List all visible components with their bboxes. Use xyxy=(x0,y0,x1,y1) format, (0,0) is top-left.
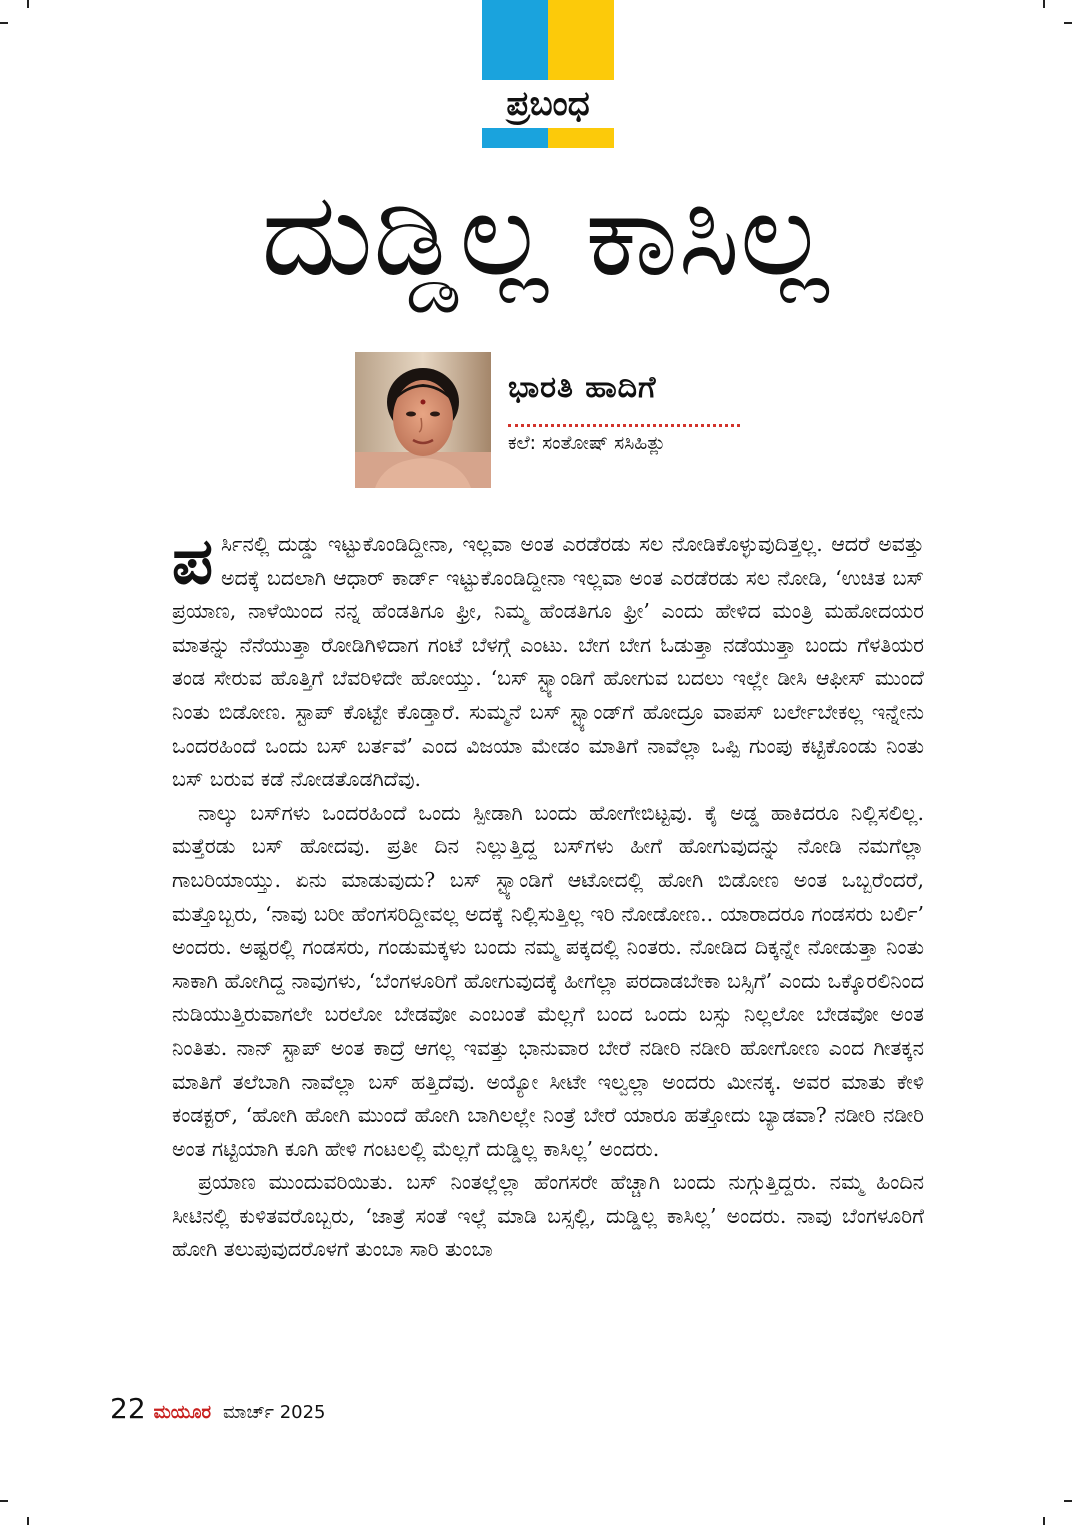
article-paragraph-3: ಪ್ರಯಾಣ ಮುಂದುವರಿಯಿತು. ಬಸ್ ನಿಂತಲ್ಲೆಲ್ಲಾ ಹೆಂಗಸರೇ ಹೆಚ್ಚಾಗಿ ಬಂದು ನುಗ್ಗುತ್ತಿದ್ದರು. ನಮ್ಮ ಹಿಂದಿನ ಸೀಟಿನಲ್ಲಿ ಕುಳಿತವರೊಬ್ಬರು, ‘ಜಾತ್ರೆ ಸಂತೆ ಇಲ್ಲೆ ಮಾಡಿ ಬಸ್ಸಲ್ಲಿ, ದುಡ್ಡಿಲ್ಲ ಕಾಸಿಲ್ಲ’ ಅಂದರು. ನಾವು ಬೆಂಗಳೂರಿಗೆ ಹೋಗಿ ತಲುಪುವುದರೊಳಗೆ ತುಂಬಾ ಸಾರಿ ತುಂಬಾ xyxy=(172,1170,924,1262)
crop-mark-top-left-v xyxy=(27,0,29,8)
paragraph-1-text: ರ್ಸಿನಲ್ಲಿ ದುಡ್ಡು ಇಟ್ಟುಕೊಂಡಿದ್ದೀನಾ, ಇಲ್ಲವಾ ಅಂತ ಎರಡೆರಡು ಸಲ ನೋಡಿಕೊಳ್ಳುವುದಿತ್ತಲ್ಲ. ಆದರೆ ಅವತ್ತು ಅದಕ್ಕೆ ಬದಲಾಗಿ ಆಧಾರ್ ಕಾರ್ಡ್ ಇಟ್ಟುಕೊಂಡಿದ್ದೀನಾ ಇಲ್ಲವಾ ಅಂತ ಎರಡೆರಡು ಸಲ ನೋಡಿ, ‘ಉಚಿತ ಬಸ್ ಪ್ರಯಾಣ, ನಾಳೆಯಿಂದ ನನ್ನ ಹೆಂಡತಿಗೂ ಫ್ರೀ, ನಿಮ್ಮ ಹೆಂಡತಿಗೂ ಫ್ರೀ’ ಎಂದು ಹೇಳಿದ ಮಂತ್ರಿ ಮಹೋದಯರ ಮಾತನ್ನು ನೆನೆಯುತ್ತಾ ರೋಡಿಗಿಳಿದಾಗ ಗಂಟೆ ಬೆಳಗ್ಗೆ ಎಂಟು. ಬೇಗ ಬೇಗ ಓಡುತ್ತಾ ನಡೆಯುತ್ತಾ ಬಂದು ಗೆಳತಿಯರ ತಂಡ ಸೇರುವ ಹೊತ್ತಿಗೆ ಬೆವರಿಳಿದೇ ಹೋಯ್ತು. ‘ಬಸ್ ಸ್ಟ್ಯಾಂಡಿಗೆ ಹೋಗುವ ಬದಲು ಇಲ್ಲೇ ಡೀಸಿ ಆಫೀಸ್ ಮುಂದೆ ನಿಂತು ಬಿಡೋಣ. ಸ್ಟಾಪ್ ಕೊಟ್ಟೇ ಕೊಡ್ತಾರೆ. ಸುಮ್ಮನೆ ಬಸ್ ಸ್ಟ್ಯಾಂಡ್‌ಗೆ ಹೋದ್ರೂ ವಾಪಸ್ ಬರ್ಲೇಬೇಕಲ್ಲ ಇನ್ನೇನು ಒಂದರಹಿಂದೆ ಒಂದು ಬಸ್ ಬರ್ತವೆ’ ಎಂದ ವಿಜಯಾ ಮೇಡಂ ಮಾತಿಗೆ ನಾವೆಲ್ಲಾ ಒಪ್ಪಿ ಗುಂಪು ಕಟ್ಟಿಕೊಂಡು ನಿಂತು ಬಸ್ ಬರುವ ಕಡೆ ನೋಡತೊಡಗಿದೆವು. xyxy=(172,532,924,792)
crop-mark-bottom-right xyxy=(1064,1500,1072,1502)
author-portrait-icon xyxy=(355,352,491,488)
article-paragraph-2: ನಾಲ್ಕು ಬಸ್‌ಗಳು ಒಂದರಹಿಂದೆ ಒಂದು ಸ್ಪೀಡಾಗಿ ಬಂದು ಹೋಗೇಬಿಟ್ಟವು. ಕೈ ಅಡ್ಡ ಹಾಕಿದರೂ ನಿಲ್ಲಿಸಲಿಲ್ಲ. ಮತ್ತೆರಡು ಬಸ್ ಹೋದವು. ಪ್ರತೀ ದಿನ ನಿಲ್ಲುತ್ತಿದ್ದ ಬಸ್‌ಗಳು ಹೀಗೆ ಹೋಗುವುದನ್ನು ನೋಡಿ ನಮಗೆಲ್ಲಾ ಗಾಬರಿಯಾಯ್ತು. ಏನು ಮಾಡುವುದು? ಬಸ್ ಸ್ಟ್ಯಾಂಡಿಗೆ ಆಟೋದಲ್ಲಿ ಹೋಗಿ ಬಿಡೋಣ ಅಂತ ಒಬ್ಬರೆಂದರೆ, ಮತ್ತೊಬ್ಬರು, ‘ನಾವು ಬರೀ ಹೆಂಗಸರಿದ್ದೀವಲ್ಲ ಅದಕ್ಕೆ ನಿಲ್ಲಿಸುತ್ತಿಲ್ಲ ಇರಿ ನೋಡೋಣ.. ಯಾರಾದರೂ ಗಂಡಸರು ಬರ್ಲಿ’ ಅಂದರು. ಅಷ್ಟರಲ್ಲಿ ಗಂಡಸರು, ಗಂಡುಮಕ್ಕಳು ಬಂದು ನಮ್ಮ ಪಕ್ಕದಲ್ಲಿ ನಿಂತರು. ನೋಡಿದ ದಿಕ್ಕನ್ನೇ ನೋಡುತ್ತಾ ನಿಂತು ಸಾಕಾಗಿ ಹೋಗಿದ್ದ ನಾವುಗಳು, ‘ಬೆಂಗಳೂರಿಗೆ ಹೋಗುವುದಕ್ಕೆ ಹೀಗೆಲ್ಲಾ ಪರದಾಡಬೇಕಾ ಬಸ್ಸಿಗೆ’ ಎಂದು ಒಕ್ಕೊರಲಿನಿಂದ ನುಡಿಯುತ್ತಿರುವಾಗಲೇ ಬರಲೋ ಬೇಡವೋ ಎಂಬಂತೆ ಮೆಲ್ಲಗೆ ಬಂದ ಒಂದು ಬಸ್ಸು ನಿಲ್ಲಲೋ ಬೇಡವೋ ಅಂತ ನಿಂತಿತು. ನಾನ್ ಸ್ಟಾಪ್ ಅಂತ ಕಾದ್ರೆ ಆಗಲ್ಲ ಇವತ್ತು ಭಾನುವಾರ ಬೇರೆ ನಡೀರಿ ನಡೀರಿ ಹೋಗೋಣ ಎಂದ ಗೀತಕ್ಕನ ಮಾತಿಗೆ ತಲೆಬಾಗಿ ನಾವೆಲ್ಲಾ ಬಸ್ ಹತ್ತಿದೆವು. ಅಯ್ಯೋ ಸೀಟೇ ಇಲ್ವಲ್ಲಾ ಅಂದರು ಮೀನಕ್ಕ. ಅವರ ಮಾತು ಕೇಳಿ ಕಂಡಕ್ಟರ್, ‘ಹೋಗಿ ಹೋಗಿ ಮುಂದೆ ಹೋಗಿ ಬಾಗಿಲಲ್ಲೇ ನಿಂತ್ರೆ ಬೇರೆ ಯಾರೂ ಹತ್ತೋದು ಬ್ಯಾಡವಾ? ನಡೀರಿ ನಡೀರಿ ಅಂತ ಗಟ್ಟಿಯಾಗಿ ಕೂಗಿ ಹೇಳಿ ಗಂಟಲಲ್ಲಿ ಮೆಲ್ಲಗೆ ದುಡ್ಡಿಲ್ಲ ಕಾಸಿಲ್ಲ’ ಅಂದರು. xyxy=(172,800,924,1161)
author-divider xyxy=(508,424,740,427)
page-number: 22 xyxy=(110,1392,146,1425)
article-body xyxy=(172,525,924,1267)
section-tag xyxy=(482,0,614,148)
author-photo xyxy=(355,352,491,488)
issue-date: ಮಾರ್ಚ್ 2025 xyxy=(223,1402,326,1423)
tag-yellow-bar-top xyxy=(548,0,614,80)
crop-mark-bottom-right-v xyxy=(1043,1517,1045,1525)
crop-mark-top-right-v xyxy=(1043,0,1045,8)
crop-mark-bottom-left-v xyxy=(27,1517,29,1525)
page-footer xyxy=(110,1392,326,1425)
author-name: ಭಾರತಿ ಹಾದಿಗೆ xyxy=(508,370,657,405)
crop-mark-bottom-left xyxy=(0,1500,8,1502)
section-label: ಪ್ರಬಂಧ xyxy=(482,80,614,128)
drop-cap: ಪ xyxy=(172,525,214,599)
crop-mark-top-right xyxy=(1064,22,1072,24)
tag-blue-bar-top xyxy=(482,0,548,80)
art-credit: ಕಲೆ: ಸಂತೋಷ್ ಸಸಿಹಿತ್ಲು xyxy=(508,432,666,454)
magazine-name: ಮಯೂರ xyxy=(153,1402,212,1423)
crop-mark-top-left xyxy=(0,22,8,24)
article-paragraph-1 xyxy=(172,525,924,797)
article-title: ದುಡ್ಡಿಲ್ಲ ಕಾಸಿಲ್ಲ xyxy=(261,167,829,302)
